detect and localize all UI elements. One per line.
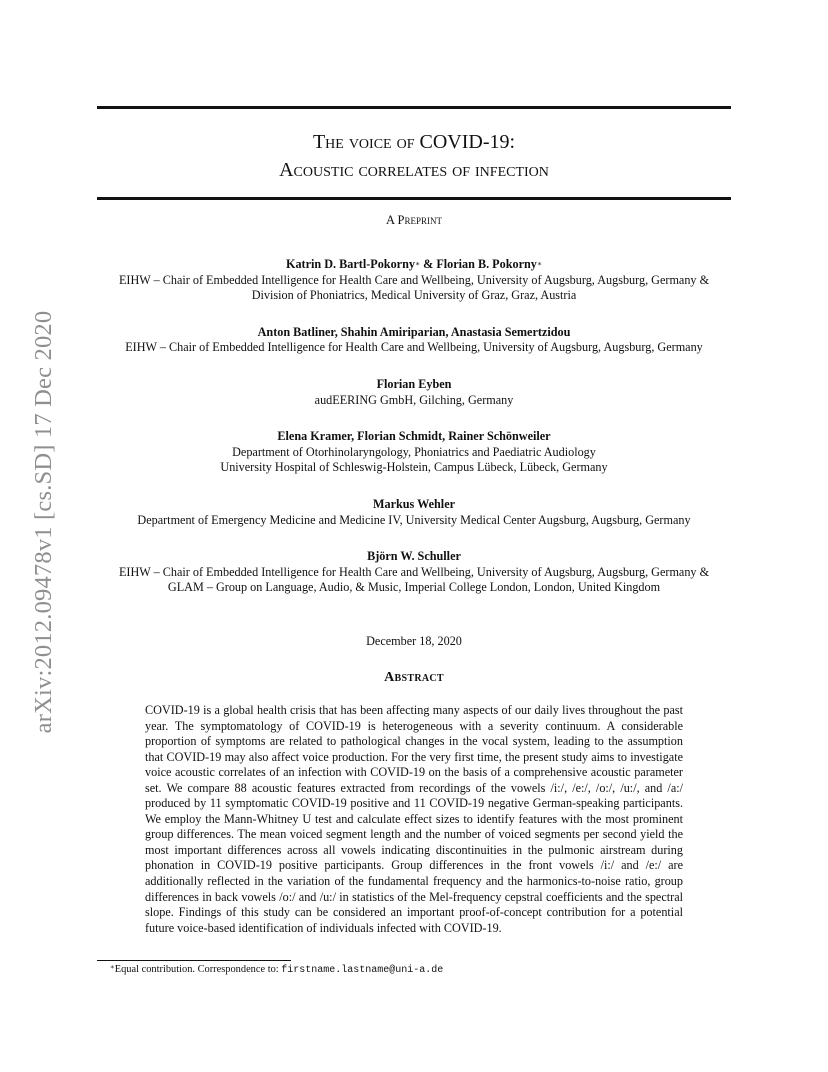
author-affiliation: Division of Phoniatrics, Medical University of Graz, Graz, Austria	[251, 288, 577, 303]
title-rule-top	[97, 106, 731, 109]
author-name: Katrin D. Bartl-Pokorny	[285, 257, 415, 271]
author-name: & Florian B. Pokorny	[420, 257, 537, 271]
author-affiliation: audEERING GmbH, Gilching, Germany	[314, 392, 514, 407]
title-covid: COVID-19:	[419, 131, 516, 153]
correspondence-email: firstname.lastname@uni-a.de	[281, 965, 444, 976]
abstract-body: COVID-19 is a global health crisis that has been affecting many aspects of our daily lives throughout the past year. The symptomatology of COVID-19 is heterogeneous with a severity continuum. A considerable proportion of symptoms are related to pathological changes in the vocal system, leading to the assumption that COVID-19 may also affect voice production. For the very first time, the present study aims to investigate voice acoustic correlates of an infection with COVID-19 on the basis of a comprehensive acoustic parameter set. We compare 88 acoustic features extracted from recordings of the vowels /i:/, /e:/, /o:/, /u:/, and /a:/ produced by 11 symptomatic COVID-19 positive and 11 COVID-19 negative German-speaking participants. We employ the Mann-Whitney U test and calculate effect sizes to identify features with the most prominent group differences. The mean voiced segment length and the number of voiced segments per second yield the most important differences across all vowels indicating discontinuities in the pulmonic airstream during phonation in COVID-19 positive participants. Group differences in the front vowels /i:/ and /e:/ are additionally reflected in the variation of the fundamental frequency and the harmonics-to-noise ratio, group differences in back vowels /o:/ and /u:/ in statistics of the Mel-frequency cepstral coefficients and the spectral slope. Findings of this study can be considered an important proof-of-concept contribution for a potential future voice-based identification of individuals infected with COVID-19.	[145, 703, 683, 935]
title-initial-2: A	[279, 159, 294, 181]
title-rule-bottom	[97, 197, 731, 200]
author-affiliation: University Hospital of Schleswig-Holstein, Campus Lübeck, Lübeck, Germany	[220, 460, 608, 475]
title-line-1	[97, 128, 731, 156]
publication-date: December 18, 2020	[366, 634, 462, 648]
footnote-mark: ∗	[110, 963, 115, 971]
author-block	[90, 325, 738, 356]
footnote-rule	[97, 960, 291, 961]
paper-title	[97, 128, 731, 184]
author-affiliation: EIHW – Chair of Embedded Intelligence for Health Care and Wellbeing, University of Augsburg, Augsburg, Germany &	[118, 564, 710, 579]
author-names: Elena Kramer, Florian Schmidt, Rainer Schönweiler	[277, 429, 551, 444]
author-block	[90, 497, 738, 528]
author-affiliation: Department of Otorhinolaryngology, Phoniatrics and Paediatric Audiology	[232, 444, 596, 459]
title-smallcaps-2: coustic correlates of infection	[293, 159, 549, 181]
abstract-heading: Abstract	[384, 670, 444, 685]
equal-contribution-mark: ∗	[414, 259, 421, 268]
author-affiliation: Department of Emergency Medicine and Medicine IV, University Medical Center Augsburg, Augsburg, Germany	[137, 512, 691, 527]
author-block	[90, 429, 738, 476]
author-affiliation: EIHW – Chair of Embedded Intelligence for Health Care and Wellbeing, University of Augsburg, Augsburg, Germany &	[118, 272, 710, 287]
equal-contribution-mark: ∗	[536, 259, 542, 268]
footnote	[110, 964, 443, 976]
arxiv-stamp: arXiv:2012.09478v1 [cs.SD] 17 Dec 2020	[30, 310, 57, 734]
author-list	[90, 257, 738, 617]
author-affiliation: GLAM – Group on Language, Audio, & Music, Imperial College London, London, United Kingdom	[167, 580, 661, 595]
footnote-text: Equal contribution. Correspondence to:	[114, 964, 282, 975]
title-initial: T	[312, 131, 326, 153]
author-block	[90, 549, 738, 596]
title-smallcaps: he voice of	[325, 131, 420, 153]
preprint-label: A Preprint	[386, 213, 442, 227]
author-affiliation: EIHW – Chair of Embedded Intelligence for Health Care and Wellbeing, University of Augsburg, Augsburg, Germany	[125, 340, 703, 355]
author-names: Markus Wehler	[372, 496, 456, 511]
author-names: Anton Batliner, Shahin Amiriparian, Anastasia Semertzidou	[257, 324, 571, 339]
author-block	[90, 257, 738, 304]
title-line-2	[97, 156, 731, 184]
author-block	[90, 377, 738, 408]
author-names	[90, 257, 738, 273]
author-names: Florian Eyben	[376, 376, 452, 391]
author-names: Björn W. Schuller	[367, 549, 461, 564]
